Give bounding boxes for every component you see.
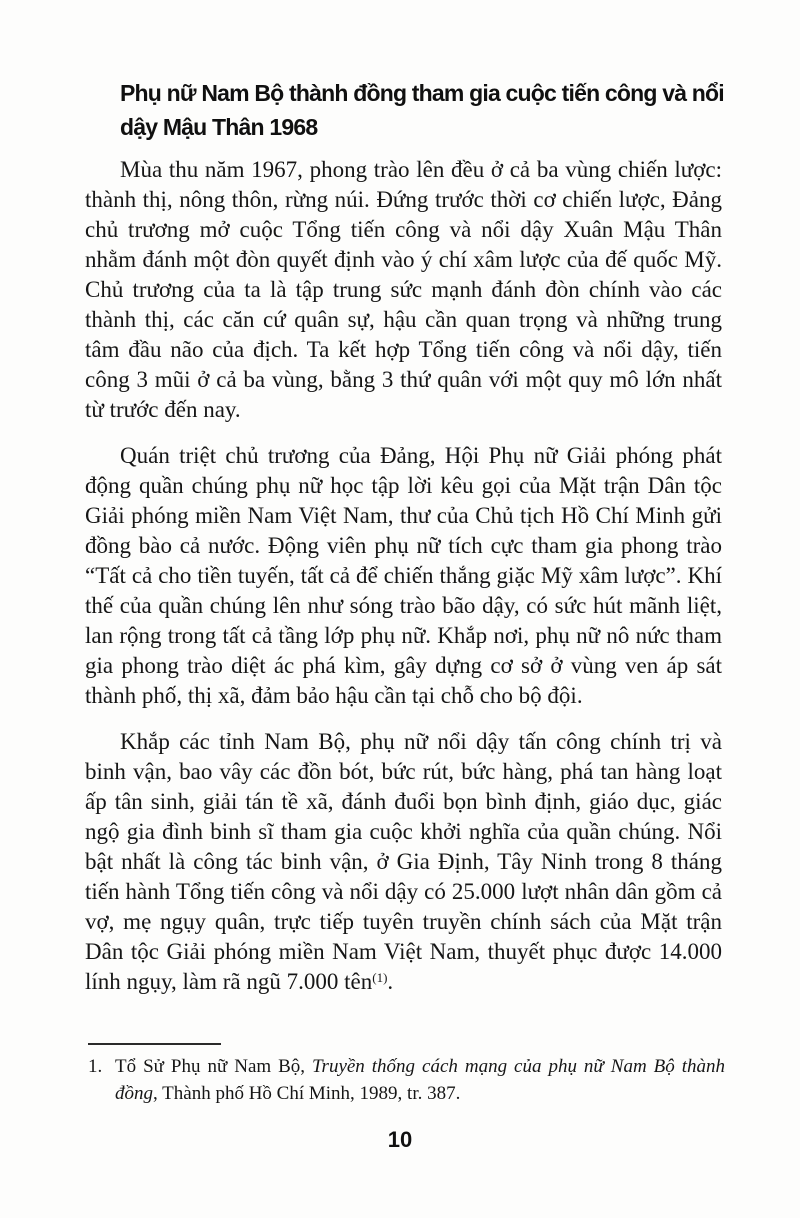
footnote — [85, 1053, 725, 1107]
footnote-book-title: Truyền thống cách mạng của phụ nữ Nam Bộ thành đồng — [115, 1056, 725, 1104]
paragraph-text-suffix: . — [387, 969, 394, 994]
paragraph — [85, 441, 722, 711]
footnote-reference: (1) — [372, 970, 388, 985]
body-text — [85, 155, 722, 997]
paragraph-text: Mùa thu năm 1967, phong trào lên đều ở cả ba vùng chiến lược: thành thị, nông thôn, rừng núi. Đứng trước thời cơ chiến lược, Đảng chủ trương mở cuộc Tổng tiến công và nổi dậy Xuân Mậu Thân nhằm đánh một đòn quyết định vào ý chí xâm lược của đế quốc Mỹ. Chủ trương của ta là tập trung sức mạnh đánh đòn chính vào các thành thị, các căn cứ quân sự, hậu cần quan trọng và những trung tâm đầu não của địch. Ta kết hợp Tổng tiến công và nổi dậy, tiến công 3 mũi ở cả ba vùng, bằng 3 thứ quân với một quy mô lớn nhất từ trước đến nay. — [85, 157, 722, 422]
paragraph — [85, 155, 722, 425]
footnote-author: Tổ Sử Phụ nữ Nam Bộ, — [115, 1056, 313, 1077]
footnote-divider — [88, 1043, 221, 1045]
footnote-section — [85, 1043, 725, 1107]
paragraph — [85, 727, 722, 997]
paragraph-text: Quán triệt chủ trương của Đảng, Hội Phụ nữ Giải phóng phát động quần chúng phụ nữ học tập lời kêu gọi của Mặt trận Dân tộc Giải phóng miền Nam Việt Nam, thư của Chủ tịch Hồ Chí Minh gửi đồng bào cả nước. Động viên phụ nữ tích cực tham gia phong trào “Tất cả cho tiền tuyến, tất cả để chiến thắng giặc Mỹ xâm lược”. Khí thế của quần chúng lên như sóng trào bão dậy, có sức hút mãnh liệt, lan rộng trong tất cả tầng lớp phụ nữ. Khắp nơi, phụ nữ nô nức tham gia phong trào diệt ác phá kìm, gây dựng cơ sở ở vùng ven áp sát thành phố, thị xã, đảm bảo hậu cần tại chỗ cho bộ đội. — [85, 443, 722, 708]
footnote-marker: 1. — [88, 1056, 103, 1077]
footnote-publication: , Thành phố Hồ Chí Minh, 1989, tr. 387. — [153, 1083, 461, 1104]
page-number: 10 — [387, 1127, 413, 1152]
paragraph-text: Khắp các tỉnh Nam Bộ, phụ nữ nổi dậy tấn công chính trị và binh vận, bao vây các đồn bót, bức rút, bức hàng, phá tan hàng loạt ấp tân sinh, giải tán tề xã, đánh đuổi bọn bình định, giáo dục, giác ngộ gia đình binh sĩ tham gia cuộc khởi nghĩa của quần chúng. Nổi bật nhất là công tác binh vận, ở Gia Định, Tây Ninh trong 8 tháng tiến hành Tổng tiến công và nổi dậy có 25.000 lượt nhân dân gồm cả vợ, mẹ ngụy quân, trực tiếp tuyên truyền chính sách của Mặt trận Dân tộc Giải phóng miền Nam Việt Nam, thuyết phục được 14.000 lính ngụy, làm rã ngũ 7.000 tên — [85, 729, 722, 994]
section-heading: Phụ nữ Nam Bộ thành đồng tham gia cuộc tiến công và nổi dậy Mậu Thân 1968 — [120, 80, 724, 140]
